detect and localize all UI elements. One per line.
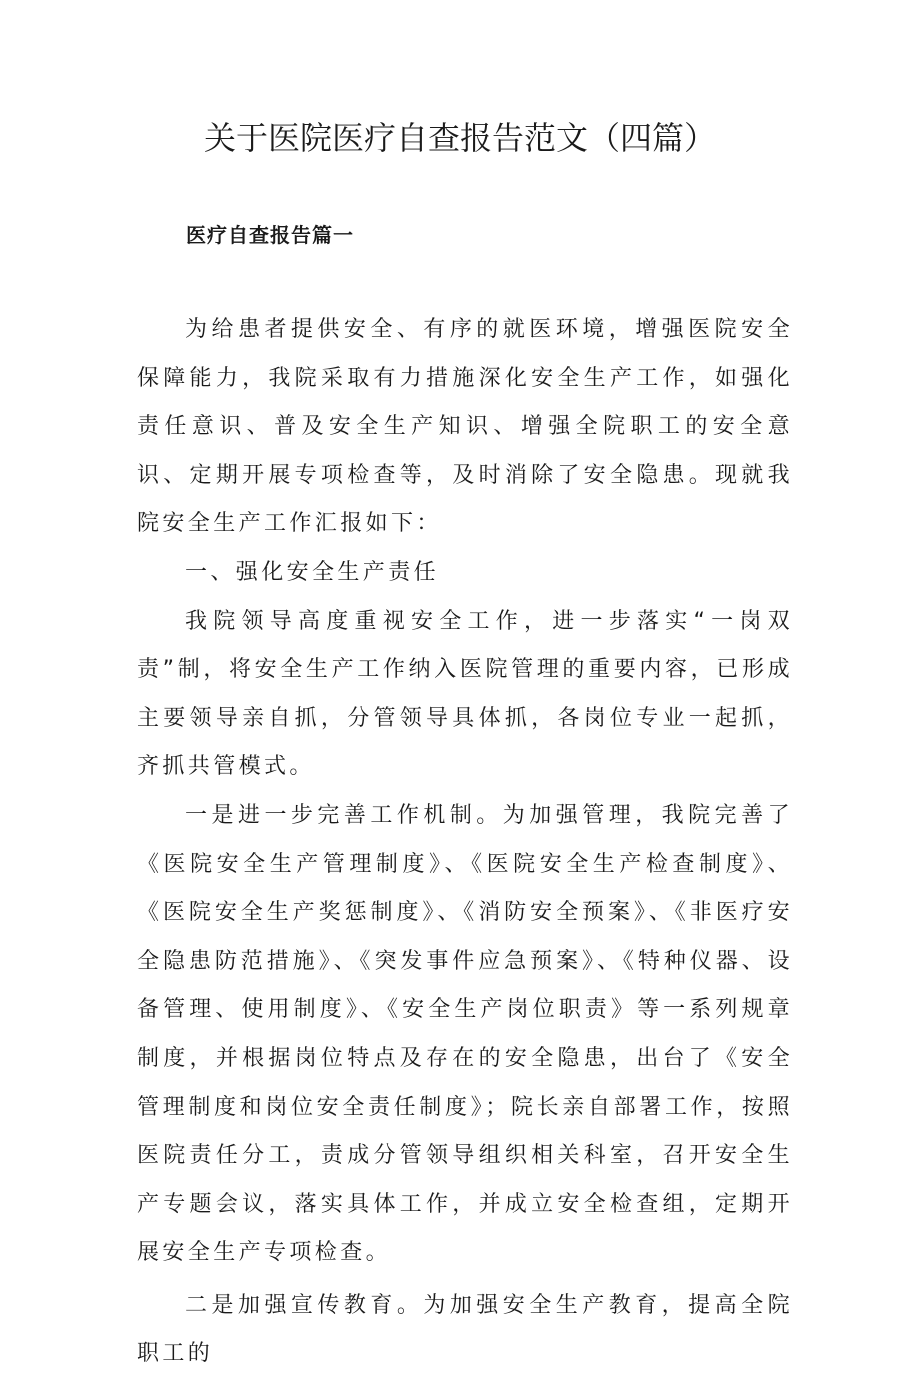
section-heading: 医疗自查报告篇一: [186, 223, 354, 247]
document-title: 关于医院医疗自查报告范文（四篇）: [203, 119, 716, 157]
paragraph-publicity-education: 二是加强宣传教育。为加强安全生产教育，提高全院职工的: [137, 1292, 793, 1367]
paragraph-work-mechanism: 一是进一步完善工作机制。为加强管理，我院完善了《医院安全生产管理制度》、《医院安全生产检查制度》、《医院安全生产奖惩制度》、《消防安全预案》、《非医疗安全隐患防范措施》、《突发事件应急预案》、《特种仪器、设备管理、使用制度》、《安全生产岗位职责》等一系列规章制度，并根据岗位特点及存在的安全隐患，出台了《安全管理制度和岗位安全责任制度》；院长亲自部署工作，按照医院责任分工，责成分管领导组织相关科室，召开安全生产专题会议，落实具体工作，并成立安全检查组，定期开展安全生产专项检查。: [137, 802, 793, 1266]
subheading-strengthen-responsibility: 一、强化安全生产责任: [185, 559, 440, 585]
paragraph-intro: 为给患者提供安全、有序的就医环境，增强医院安全保障能力，我院采取有力措施深化安全生产工作，如强化责任意识、普及安全生产知识、增强全院职工的安全意识、定期开展专项检查等，及时消除了安全隐患。现就我院安全生产工作汇报如下：: [137, 317, 793, 537]
document-body: [137, 306, 793, 1379]
paragraph-leadership: 我院领导高度重视安全工作，进一步落实“一岗双责”制，将安全生产工作纳入医院管理的重要内容，已形成主要领导亲自抓，分管领导具体抓，各岗位专业一起抓，齐抓共管模式。: [137, 608, 793, 780]
